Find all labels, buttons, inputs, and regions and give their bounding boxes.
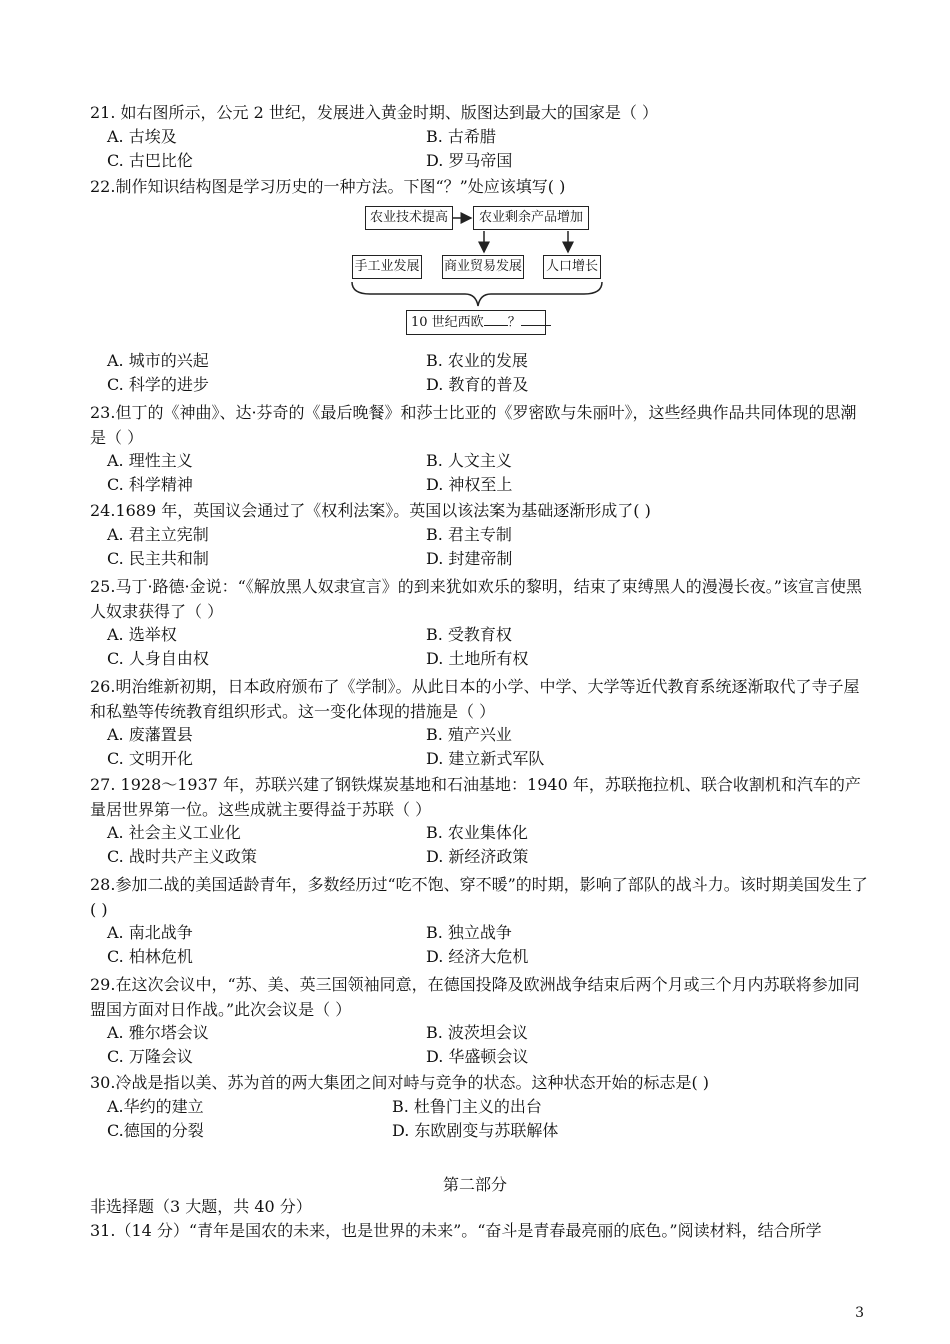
q29-option-b: B. 波茨坦会议 bbox=[426, 1023, 528, 1042]
q30-option-c: C.德国的分裂 bbox=[107, 1121, 204, 1140]
question-23-stem: 23.但丁的《神曲》、达·芬奇的《最后晚餐》和莎士比亚的《罗密欧与朱丽叶》，这些经典作品共同体现的思潮是（ ） bbox=[90, 403, 857, 447]
q22-option-d: D. 教育的普及 bbox=[426, 375, 529, 394]
q26-option-d: D. 建立新式军队 bbox=[426, 749, 545, 768]
q29-option-c: C. 万隆会议 bbox=[107, 1047, 193, 1066]
question-26-stem: 26.明治维新初期，日本政府颁布了《学制》。从此日本的小学、中学、大学等近代教育系统逐渐取代了寺子屋和私塾等传统教育组织形式。这一变化体现的措施是（ ） bbox=[90, 677, 860, 721]
knowledge-structure-diagram bbox=[340, 198, 620, 348]
q25-option-c: C. 人身自由权 bbox=[107, 649, 209, 668]
result-blank: ？ bbox=[507, 315, 521, 330]
q30-option-a: A.华约的建立 bbox=[107, 1097, 204, 1116]
q28-option-d: D. 经济大危机 bbox=[426, 947, 529, 966]
q24-option-a: A. 君主立宪制 bbox=[107, 525, 209, 544]
question-27-stem: 27. 1928～1937 年，苏联兴建了钢铁煤炭基地和石油基地：1940 年，苏联拖拉机、联合收割机和汽车的产量居世界第一位。这些成就主要得益于苏联（ ） bbox=[90, 775, 861, 819]
q30-option-b: B. 杜鲁门主义的出台 bbox=[392, 1097, 542, 1116]
box-handicraft: 手工业发展 bbox=[352, 255, 422, 279]
box-population: 人口增长 bbox=[543, 255, 601, 279]
q24-option-b: B. 君主专制 bbox=[426, 525, 512, 544]
q29-option-d: D. 华盛顿会议 bbox=[426, 1047, 529, 1066]
page-number: 3 bbox=[855, 1305, 864, 1321]
q29-option-a: A. 雅尔塔会议 bbox=[107, 1023, 209, 1042]
q24-option-c: C. 民主共和制 bbox=[107, 549, 209, 568]
box-commerce: 商业贸易发展 bbox=[442, 255, 524, 279]
diagram-brace bbox=[352, 282, 602, 306]
q25-option-a: A. 选举权 bbox=[107, 625, 177, 644]
result-label: 10 世纪西欧 bbox=[411, 315, 484, 330]
q25-option-b: B. 受教育权 bbox=[426, 625, 512, 644]
q24-option-d: D. 封建帝制 bbox=[426, 549, 513, 568]
q28-option-a: A. 南北战争 bbox=[107, 923, 193, 942]
question-24-stem: 24.1689 年，英国议会通过了《权利法案》。英国以该法案为基础逐渐形成了( ) bbox=[90, 501, 651, 520]
box-farm-surplus: 农业剩余产品增加 bbox=[473, 206, 589, 230]
q30-option-d: D. 东欧剧变与苏联解体 bbox=[392, 1121, 559, 1140]
q25-option-d: D. 土地所有权 bbox=[426, 649, 529, 668]
q27-option-a: A. 社会主义工业化 bbox=[107, 823, 241, 842]
question-31-stem: 31.（14 分）“青年是国农的未来，也是世界的未来”。“奋斗是青春最亮丽的底色。”阅读材料，结合所学 bbox=[90, 1221, 822, 1240]
q23-option-c: C. 科学精神 bbox=[107, 475, 193, 494]
question-21-stem: 21. 如右图所示，公元 2 世纪，发展进入黄金时期、版图达到最大的国家是（ ） bbox=[90, 103, 658, 122]
part-two-heading: 第二部分 bbox=[442, 1175, 507, 1194]
box-result bbox=[406, 310, 546, 335]
q21-option-b: B. 古希腊 bbox=[426, 127, 496, 146]
q26-option-b: B. 殖产兴业 bbox=[426, 725, 512, 744]
q23-option-b: B. 人文主义 bbox=[426, 451, 512, 470]
question-22-stem: 22.制作知识结构图是学习历史的一种方法。下图“？”处应该填写( ) bbox=[90, 177, 566, 196]
question-30-stem: 30.冷战是指以美、苏为首的两大集团之间对峙与竞争的状态。这种状态开始的标志是( ) bbox=[90, 1073, 710, 1092]
q27-option-b: B. 农业集体化 bbox=[426, 823, 528, 842]
q22-option-b: B. 农业的发展 bbox=[426, 351, 528, 370]
question-29-stem: 29.在这次会议中，“苏、美、英三国领袖同意，在德国投降及欧洲战争结束后两个月或三个月内苏联将参加同盟国方面对日作战。”此次会议是（ ） bbox=[90, 975, 860, 1019]
q23-option-d: D. 神权至上 bbox=[426, 475, 513, 494]
q22-option-c: C. 科学的进步 bbox=[107, 375, 209, 394]
question-28-stem: 28.参加二战的美国适龄青年，多数经历过“吃不饱、穿不暖”的时期，影响了部队的战斗力。该时期美国发生了( ) bbox=[90, 875, 868, 919]
q23-option-a: A. 理性主义 bbox=[107, 451, 193, 470]
question-25-stem: 25.马丁·路德·金说：“《解放黑人奴隶宣言》的到来犹如欢乐的黎明，结束了束缚黑人的漫漫长夜。”该宣言使黑人奴隶获得了（ ） bbox=[90, 577, 862, 621]
part-two-subheading: 非选择题（3 大题，共 40 分） bbox=[90, 1197, 312, 1216]
q26-option-c: C. 文明开化 bbox=[107, 749, 193, 768]
q28-option-c: C. 柏林危机 bbox=[107, 947, 193, 966]
q22-option-a: A. 城市的兴起 bbox=[107, 351, 209, 370]
q21-option-d: D. 罗马帝国 bbox=[426, 151, 513, 170]
q26-option-a: A. 废藩置县 bbox=[107, 725, 193, 744]
q21-option-a: A. 古埃及 bbox=[107, 127, 177, 146]
q21-option-c: C. 古巴比伦 bbox=[107, 151, 193, 170]
q27-option-c: C. 战时共产主义政策 bbox=[107, 847, 257, 866]
q27-option-d: D. 新经济政策 bbox=[426, 847, 529, 866]
box-farm-technique: 农业技术提高 bbox=[365, 206, 453, 230]
q28-option-b: B. 独立战争 bbox=[426, 923, 512, 942]
